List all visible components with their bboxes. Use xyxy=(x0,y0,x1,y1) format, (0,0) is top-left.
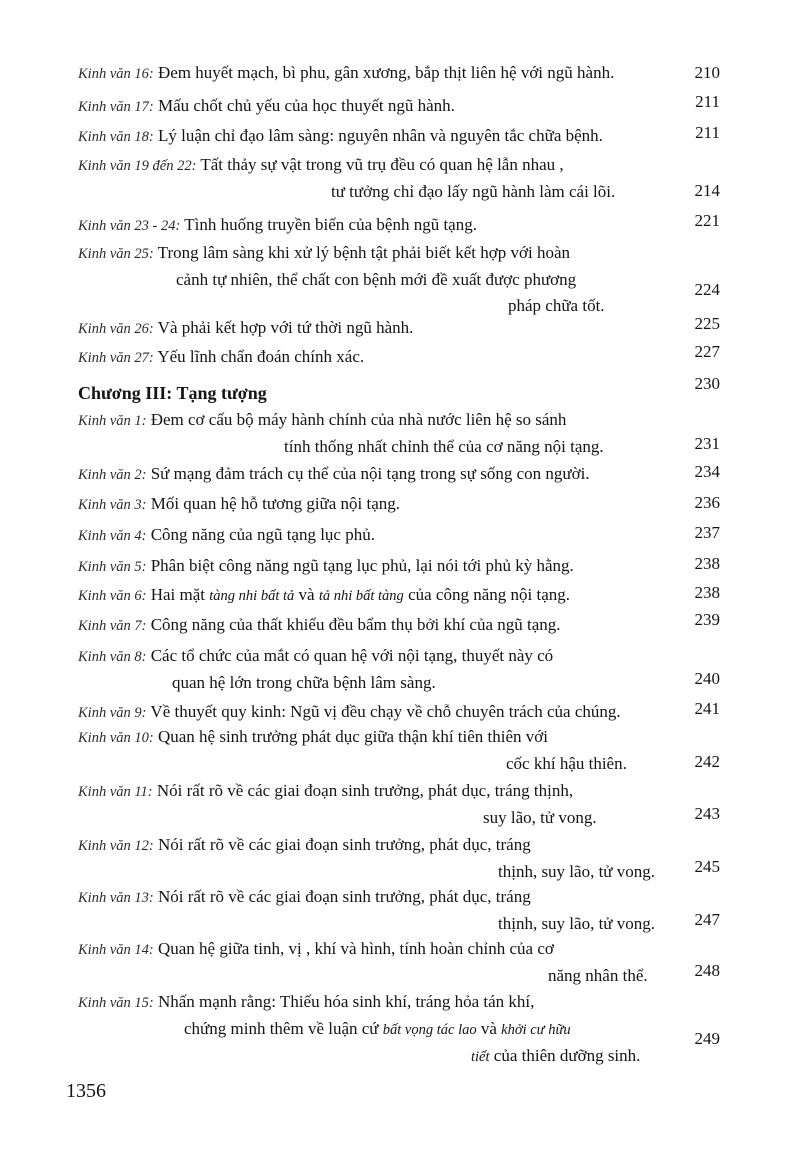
entry-text: tiết của thiên dưỡng sinh. xyxy=(471,1046,641,1065)
folio-page-number: 1356 xyxy=(66,1080,106,1102)
page-number: 249 xyxy=(694,1029,720,1048)
entry-text: Quan hệ giữa tinh, vị , khí và hình, tính hoàn chỉnh của cơ xyxy=(157,939,554,958)
entry-text: chứng minh thêm về luận cứ bất vọng tác lao và khởi cư hữu xyxy=(184,1019,571,1038)
page-number: 237 xyxy=(694,523,720,542)
page-number: 241 xyxy=(694,699,720,718)
entry-text: Yếu lĩnh chẩn đoán chính xác. xyxy=(157,347,365,366)
entry-label: Kinh văn 4: xyxy=(78,528,147,544)
toc-entry xyxy=(78,93,718,120)
entry-text: Lý luận chỉ đạo lâm sàng: nguyên nhân và nguyên tắc chữa bệnh. xyxy=(157,126,603,145)
toc-entry xyxy=(78,461,718,488)
toc-entry xyxy=(78,60,718,87)
page-number: 242 xyxy=(694,752,720,771)
toc-entry xyxy=(78,123,718,150)
entry-text: Phân biệt công năng ngũ tạng lục phủ, lại nói tới phủ kỳ hằng. xyxy=(150,556,574,575)
entry-label: Kinh văn 12: xyxy=(78,838,154,854)
page-number: 238 xyxy=(694,583,720,602)
page-number: 245 xyxy=(694,857,720,876)
toc-entry xyxy=(78,344,718,371)
toc-entry xyxy=(78,936,718,989)
toc-entry xyxy=(78,522,718,549)
entry-text: Tất thảy sự vật trong vũ trụ đều có quan hệ lẫn nhau , xyxy=(200,155,564,174)
toc-entry xyxy=(78,612,718,639)
entry-text: Trong lâm sàng khi xử lý bệnh tật phải biết kết hợp với hoàn xyxy=(157,243,570,262)
toc-entry xyxy=(78,315,718,342)
entry-text: Nói rất rõ về các giai đoạn sinh trưởng, phát dục, tráng thịnh, xyxy=(156,781,574,800)
entry-text: Tình huống truyền biến của bệnh ngũ tạng. xyxy=(184,215,477,234)
toc-entry xyxy=(78,553,718,580)
entry-label: Kinh văn 3: xyxy=(78,497,147,513)
page-number: 230 xyxy=(694,374,720,393)
page-number: 239 xyxy=(694,610,720,629)
entry-text: Về thuyết quy kinh: Ngũ vị đều chạy về chỗ chuyên trách của chúng. xyxy=(150,702,621,721)
entry-text: Hai mặt tàng nhi bất tả và tả nhi bất tàng của công năng nội tạng. xyxy=(150,585,570,604)
toc-entry xyxy=(78,884,718,937)
entry-label: Kinh văn 10: xyxy=(78,730,154,746)
entry-text: Nói rất rõ về các giai đoạn sinh trưởng, phát dục, tráng xyxy=(157,835,531,854)
entry-text: thịnh, suy lão, tử vong. xyxy=(498,914,656,933)
page-number: 210 xyxy=(694,63,720,82)
entry-label: Kinh văn 9: xyxy=(78,705,147,721)
page-number: 240 xyxy=(694,669,720,688)
entry-text: thịnh, suy lão, tử vong. xyxy=(498,862,656,881)
entry-label: Kinh văn 14: xyxy=(78,942,154,958)
page-number: 231 xyxy=(694,434,720,453)
page-number: 247 xyxy=(694,910,720,929)
entry-label: Kinh văn 8: xyxy=(78,649,147,665)
entry-label: Kinh văn 17: xyxy=(78,99,154,115)
entry-text: Quan hệ sinh trưởng phát dục giữa thận khí tiên thiên với xyxy=(157,727,548,746)
entry-text: Đem huyết mạch, bì phu, gân xương, bắp thịt liên hệ với ngũ hành. xyxy=(157,63,615,82)
page-number: 224 xyxy=(694,280,720,299)
entry-text: cốc khí hậu thiên. xyxy=(506,754,627,773)
entry-text: cảnh tự nhiên, thể chất con bệnh mới đề xuất được phương xyxy=(176,270,577,289)
entry-label: Kinh văn 19 đến 22: xyxy=(78,158,197,174)
entry-text: Nhấn mạnh rằng: Thiếu hóa sinh khí, tráng hỏa tán khí, xyxy=(157,992,535,1011)
entry-label: Kinh văn 11: xyxy=(78,784,153,800)
toc-entry xyxy=(78,582,718,609)
entry-label: Kinh văn 13: xyxy=(78,890,154,906)
toc-entry xyxy=(78,699,718,726)
entry-text: Công năng của ngũ tạng lục phủ. xyxy=(150,525,375,544)
toc-entry xyxy=(78,491,718,518)
toc-entry xyxy=(78,152,718,205)
entry-text: Sứ mạng đảm trách cụ thể của nội tạng trong sự sống con người. xyxy=(150,464,590,483)
toc-entry xyxy=(78,240,718,319)
entry-text: suy lão, tử vong. xyxy=(483,808,597,827)
entry-text: Và phải kết hợp với tứ thời ngũ hành. xyxy=(157,318,414,337)
entry-label: Kinh văn 2: xyxy=(78,467,147,483)
page-number: 225 xyxy=(694,314,720,333)
toc-entry xyxy=(78,778,718,831)
page-number: 248 xyxy=(694,961,720,980)
entry-label: Kinh văn 6: xyxy=(78,588,147,604)
entry-label: Kinh văn 1: xyxy=(78,413,147,429)
entry-label: Kinh văn 15: xyxy=(78,995,154,1011)
entry-label: Kinh văn 5: xyxy=(78,559,147,575)
page-number: 221 xyxy=(694,211,720,230)
page-number: 238 xyxy=(694,554,720,573)
toc-entry xyxy=(78,407,718,460)
entry-text: tính thống nhất chỉnh thể của cơ năng nội tạng. xyxy=(284,437,604,456)
entry-label: Kinh văn 27: xyxy=(78,350,154,366)
toc-entry xyxy=(78,212,718,239)
toc-entry xyxy=(78,989,718,1070)
chapter-title: Chương III: Tạng tượng xyxy=(78,383,267,403)
entry-label: Kinh văn 25: xyxy=(78,246,154,262)
toc-entry xyxy=(78,832,718,885)
entry-label: Kinh văn 18: xyxy=(78,129,154,145)
page-number: 236 xyxy=(694,493,720,512)
entry-text: Đem cơ cấu bộ máy hành chính của nhà nước liên hệ so sánh xyxy=(150,410,567,429)
entry-label: Kinh văn 26: xyxy=(78,321,154,337)
page-number: 243 xyxy=(694,804,720,823)
page-number: 234 xyxy=(694,462,720,481)
entry-text: năng nhân thể. xyxy=(548,966,648,985)
entry-text: pháp chữa tốt. xyxy=(508,296,605,315)
page-number: 211 xyxy=(695,92,720,111)
entry-text: Mấu chốt chủ yếu của học thuyết ngũ hành. xyxy=(157,96,455,115)
page-number: 211 xyxy=(695,123,720,142)
entry-text: Công năng của thất khiếu đều bẩm thụ bởi khí của ngũ tạng. xyxy=(150,615,561,634)
entry-text: quan hệ lớn trong chữa bệnh lâm sàng. xyxy=(172,673,436,692)
chapter-heading xyxy=(78,380,718,406)
entry-text: Mối quan hệ hỗ tương giữa nội tạng. xyxy=(150,494,401,513)
page-number: 214 xyxy=(694,181,720,200)
page-number: 227 xyxy=(694,342,720,361)
entry-text: Nói rất rõ về các giai đoạn sinh trưởng, phát dục, tráng xyxy=(157,887,531,906)
entry-text: tư tưởng chỉ đạo lấy ngũ hành làm cái lõi. xyxy=(331,182,616,201)
entry-label: Kinh văn 7: xyxy=(78,618,147,634)
entry-label: Kinh văn 16: xyxy=(78,66,154,82)
entry-text: Các tổ chức của mắt có quan hệ với nội tạng, thuyết này có xyxy=(150,646,554,665)
toc-entry xyxy=(78,643,718,696)
toc-entry xyxy=(78,724,718,777)
entry-label: Kinh văn 23 - 24: xyxy=(78,218,181,234)
